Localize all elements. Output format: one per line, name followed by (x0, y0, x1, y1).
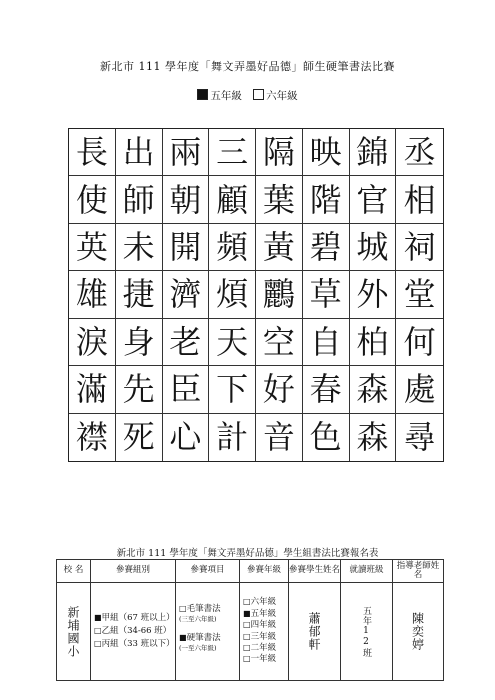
option-item[interactable] (179, 603, 239, 624)
option-label: 三年級 (250, 631, 277, 642)
checkbox-empty-icon: □ (94, 625, 102, 635)
option-note: (三至六年級) (179, 614, 217, 623)
option-item[interactable] (243, 597, 288, 608)
group-cell (91, 583, 176, 681)
checkbox-checked-icon: ■ (94, 612, 102, 622)
grid-cell: 相 (396, 176, 443, 223)
grid-cell: 兩 (163, 129, 210, 176)
grid-cell: 開 (163, 224, 210, 271)
student-cell[interactable] (289, 583, 341, 681)
option-item[interactable] (94, 625, 175, 638)
grid-cell: 自 (303, 319, 350, 366)
class-cell[interactable] (341, 583, 393, 681)
grid-cell: 顧 (209, 176, 256, 223)
grid-cell: 隔 (256, 129, 303, 176)
grade-selector (0, 88, 495, 103)
student-name: 蕭郁軒 (307, 612, 321, 651)
header-grade: 參賽年級 (240, 560, 289, 583)
grid-cell: 身 (116, 319, 163, 366)
grid-cell: 三 (209, 129, 256, 176)
grid-cell: 朝 (163, 176, 210, 223)
grid-cell: 襟 (69, 414, 116, 461)
option-label: 乙組（34-66 班） (101, 625, 172, 636)
grid-cell: 天 (209, 319, 256, 366)
grid-cell: 葉 (256, 176, 303, 223)
grid-cell: 音 (256, 414, 303, 461)
grid-cell: 未 (116, 224, 163, 271)
school-cell[interactable] (57, 583, 91, 681)
grid-cell: 外 (350, 271, 397, 318)
grid-cell: 頻 (209, 224, 256, 271)
option-item[interactable] (94, 638, 175, 651)
checkbox-empty-icon (253, 89, 264, 100)
checkbox-checked-icon: ■ (243, 608, 251, 618)
checkbox-empty-icon: □ (243, 631, 251, 641)
grid-cell: 森 (350, 366, 397, 413)
option-note: (一至六年級) (179, 643, 217, 652)
grade-option-label: 六年級 (266, 90, 298, 102)
header-class: 就讀班級 (341, 560, 393, 583)
form-title: 新北市 111 學年度「舞文弄墨好品德」學生組書法比賽報名表 (116, 548, 379, 559)
grid-cell: 先 (116, 366, 163, 413)
checkbox-checked-icon (197, 89, 208, 100)
grade-option-5[interactable] (197, 90, 245, 102)
grid-cell: 鸝 (256, 271, 303, 318)
grid-cell: 下 (209, 366, 256, 413)
grid-cell: 丞 (396, 129, 443, 176)
option-label: 六年級 (250, 597, 277, 608)
item-options (176, 603, 239, 653)
grid-cell: 雄 (69, 271, 116, 318)
grid-cell: 煩 (209, 271, 256, 318)
grid-cell: 黃 (256, 224, 303, 271)
checkbox-empty-icon: □ (243, 620, 251, 630)
grid-cell: 柏 (350, 319, 397, 366)
option-label: 甲組（67 班以上） (101, 612, 175, 623)
class-value: 五年12班 (361, 605, 371, 658)
checkbox-empty-icon: □ (179, 603, 187, 613)
grid-cell: 森 (350, 414, 397, 461)
page-title: 新北市 111 學年度「舞文弄墨好品德」師生硬筆書法比賽 (100, 60, 395, 73)
grid-cell: 師 (116, 176, 163, 223)
grid-cell: 何 (396, 319, 443, 366)
header-item: 參賽項目 (176, 560, 240, 583)
option-label: 毛筆書法 (186, 603, 221, 614)
grid-cell: 出 (116, 129, 163, 176)
grid-cell: 臣 (163, 366, 210, 413)
grid-cell: 處 (396, 366, 443, 413)
option-label: 二年級 (250, 642, 277, 653)
grid-cell: 春 (303, 366, 350, 413)
grid-cell: 心 (163, 414, 210, 461)
option-label: 五年級 (250, 608, 277, 619)
option-item[interactable] (94, 612, 175, 625)
grid-cell: 堂 (396, 271, 443, 318)
option-item[interactable] (243, 632, 288, 643)
form-data-row (57, 583, 444, 681)
teacher-name: 陳奕婷 (410, 612, 425, 651)
grid-cell: 淚 (69, 319, 116, 366)
option-item[interactable] (243, 620, 288, 631)
option-label: 丙組（33 班以下） (101, 639, 175, 650)
grid-cell: 好 (256, 366, 303, 413)
grid-cell: 濟 (163, 271, 210, 318)
grid-cell: 英 (69, 224, 116, 271)
calligraphy-grid (68, 128, 444, 462)
grid-cell: 老 (163, 319, 210, 366)
grid-cell: 滿 (69, 366, 116, 413)
grid-cell: 祠 (396, 224, 443, 271)
checkbox-empty-icon: □ (243, 654, 251, 664)
grid-cell: 錦 (350, 129, 397, 176)
grid-cell: 映 (303, 129, 350, 176)
registration-form-table (56, 559, 444, 681)
grid-cell: 官 (350, 176, 397, 223)
grid-cell: 碧 (303, 224, 350, 271)
grade-options (240, 597, 288, 666)
checkbox-checked-icon: ■ (179, 632, 187, 642)
grid-cell: 城 (350, 224, 397, 271)
option-item[interactable] (243, 654, 288, 665)
grid-cell: 長 (69, 129, 116, 176)
grid-cell: 捷 (116, 271, 163, 318)
grade-option-label: 五年級 (210, 90, 242, 102)
grade-cell (240, 583, 289, 681)
grid-cell: 使 (69, 176, 116, 223)
school-name: 新埔國小 (66, 605, 80, 658)
checkbox-empty-icon: □ (243, 642, 251, 652)
option-label: 四年級 (250, 620, 277, 631)
checkbox-empty-icon: □ (243, 597, 251, 607)
option-item[interactable] (243, 643, 288, 654)
grid-cell: 死 (116, 414, 163, 461)
header-school: 校 名 (57, 560, 91, 583)
option-item[interactable] (243, 609, 288, 620)
grid-cell: 尋 (403, 418, 436, 457)
form-header-row (57, 560, 444, 583)
header-teacher: 指導老師姓名 (393, 560, 444, 583)
grid-cell: 色 (303, 414, 350, 461)
grid-cell: 計 (209, 414, 256, 461)
grade-option-6[interactable] (253, 90, 298, 102)
group-options (91, 612, 175, 652)
grid-cell: 草 (303, 271, 350, 318)
grid-cell: 階 (303, 176, 350, 223)
option-item[interactable] (179, 632, 239, 653)
option-label: 一年級 (250, 654, 277, 665)
header-student: 參賽學生姓名 (289, 560, 341, 583)
option-label: 硬筆書法 (186, 632, 221, 643)
teacher-cell[interactable] (393, 583, 444, 681)
grid-cell: 空 (256, 319, 303, 366)
item-cell (176, 583, 240, 681)
header-group: 參賽組別 (91, 560, 176, 583)
checkbox-empty-icon: □ (94, 639, 102, 649)
